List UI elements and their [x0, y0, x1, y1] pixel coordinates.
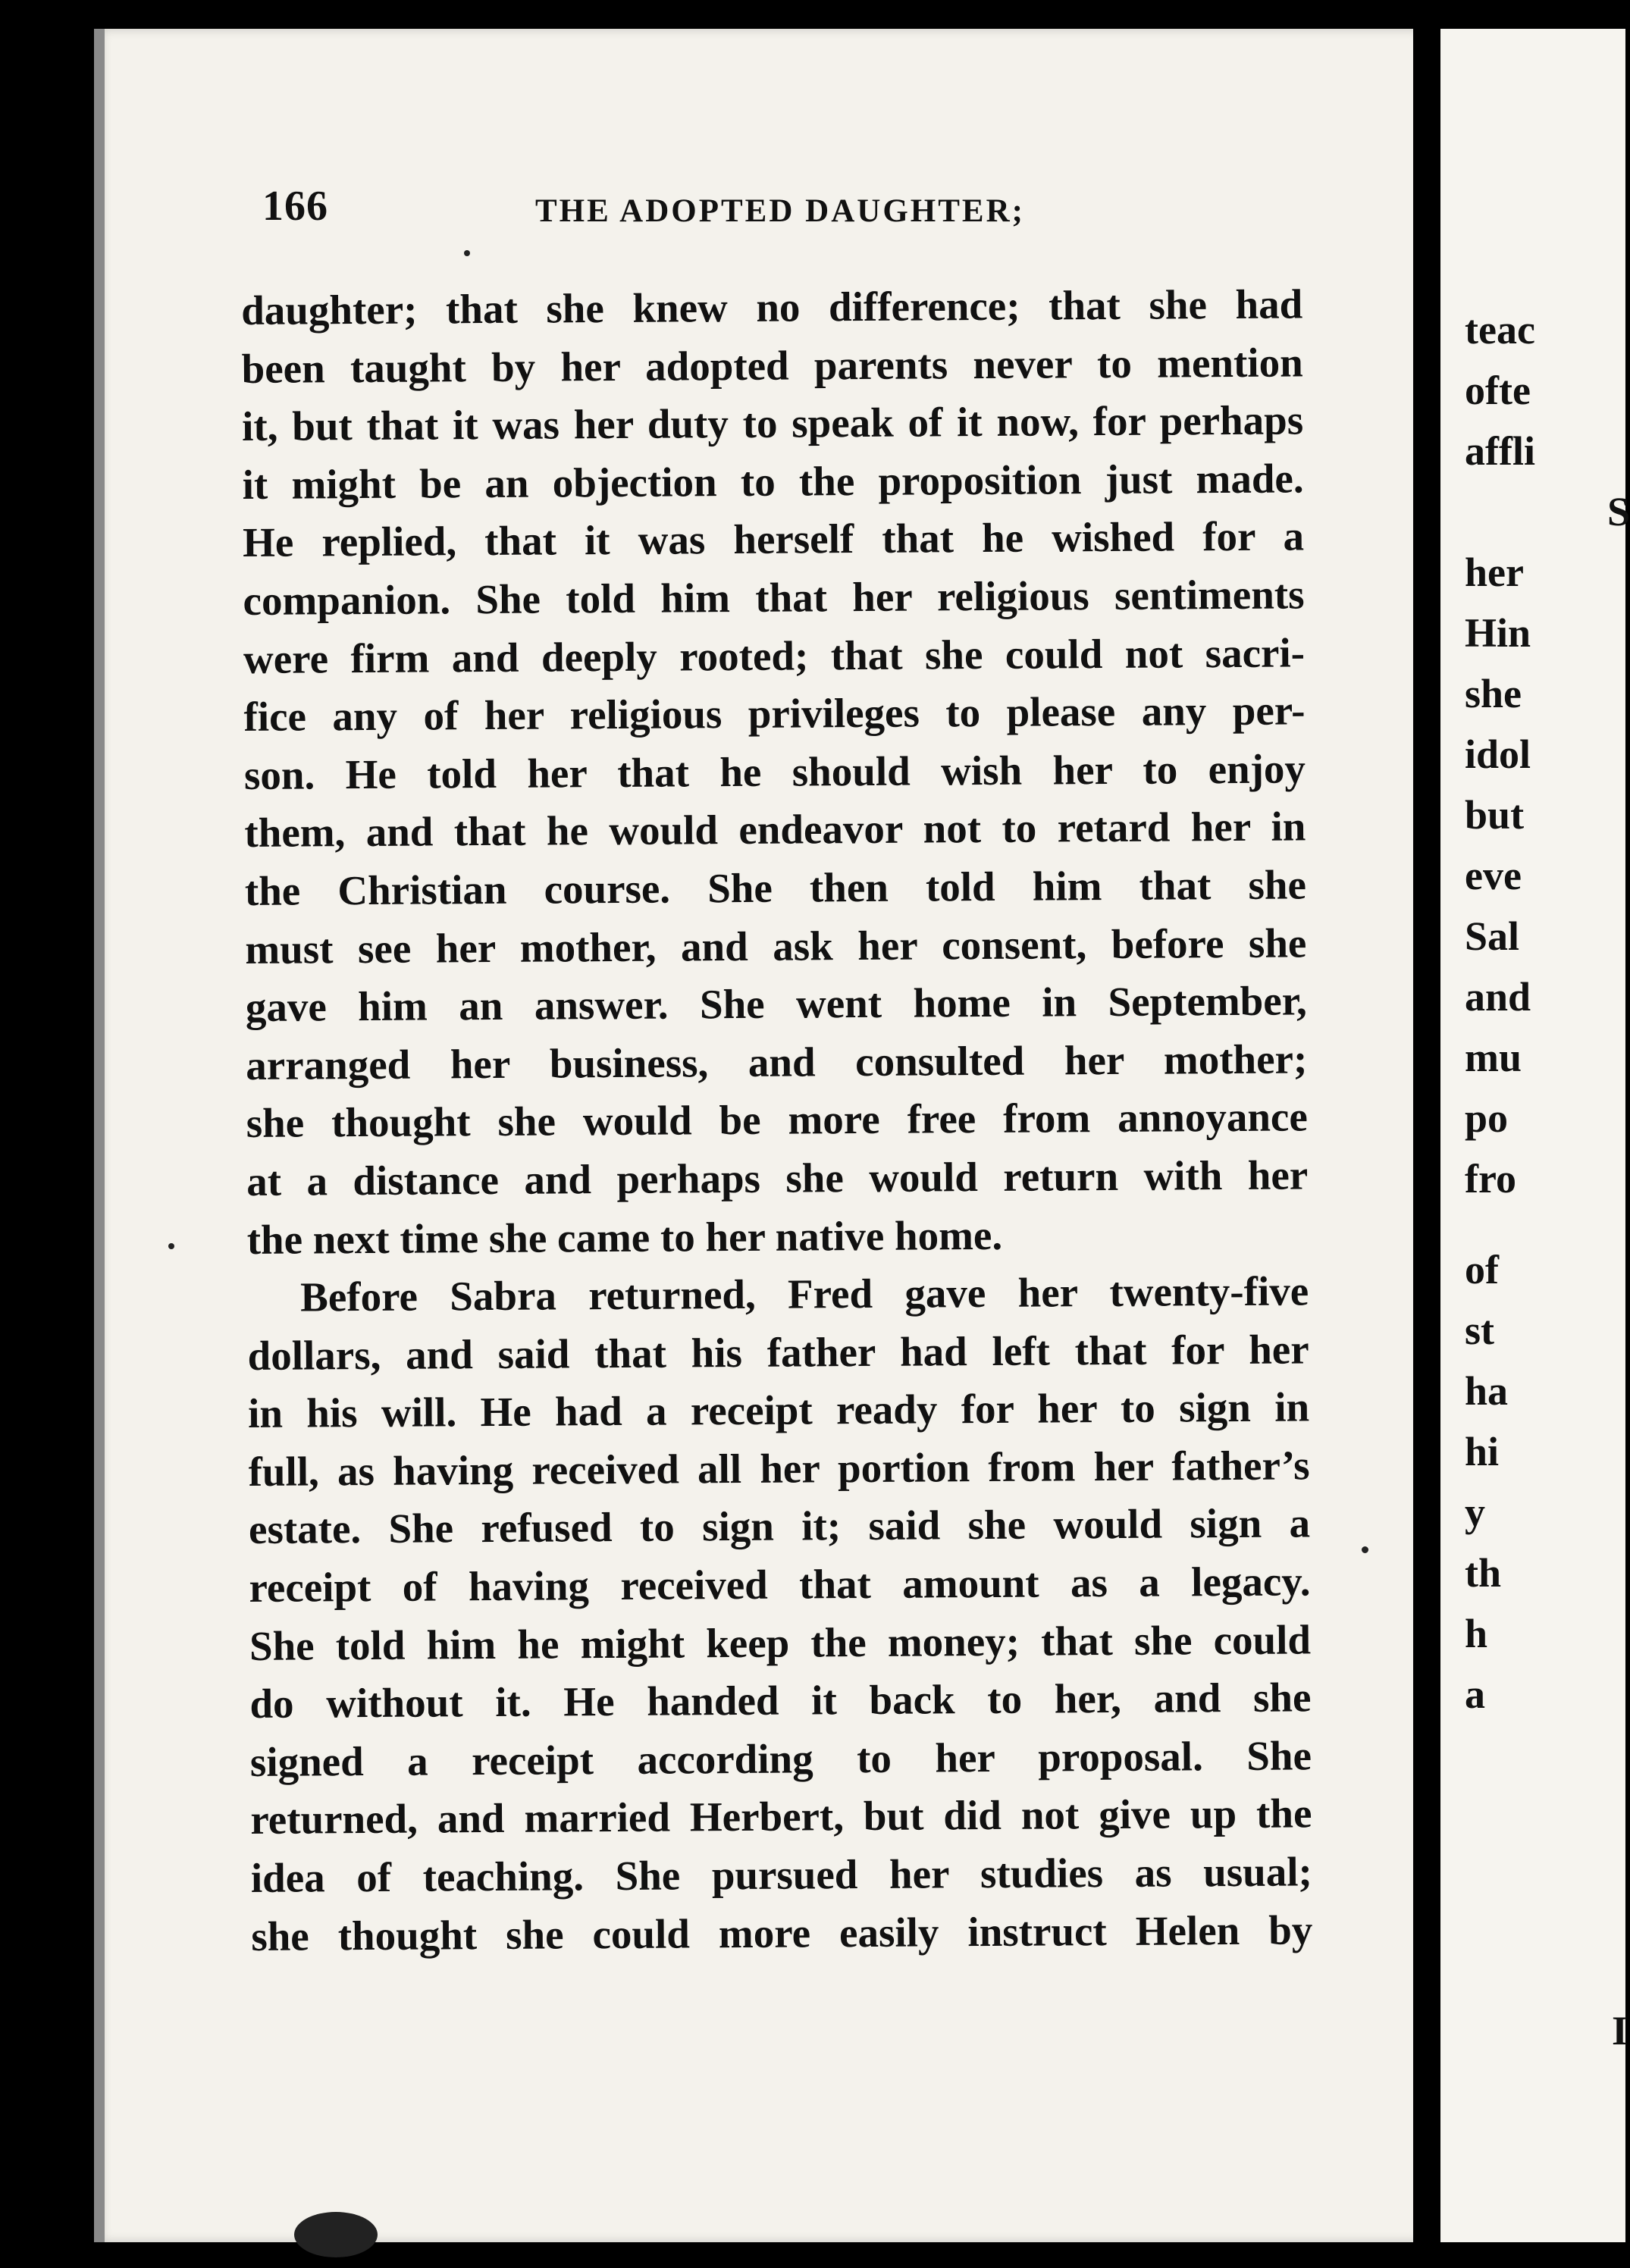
- facing-page-fragment: a: [1465, 1671, 1485, 1717]
- facing-page-fragment: eve: [1465, 853, 1522, 898]
- print-speck: [168, 1243, 174, 1249]
- text-line: fice any of her religious privileges to please any per-: [243, 687, 1306, 741]
- text-line: arranged her business, and consulted her mother;: [246, 1035, 1308, 1089]
- text-line: the Christian course. She then told him that she: [244, 861, 1307, 914]
- facing-page-fragment: st: [1465, 1308, 1494, 1353]
- text-line: returned, and married Herbert, but did not give up the: [250, 1790, 1312, 1844]
- text-line: son. He told her that he should wish her to enjoy: [243, 745, 1306, 798]
- page-edge-shadow: [94, 29, 105, 2242]
- facing-page-fragment: of: [1465, 1247, 1499, 1292]
- text-line: idea of teaching. She pursued her studies as usual;: [250, 1848, 1313, 1901]
- facing-page-fragment: but: [1465, 792, 1525, 838]
- text-line: she thought she could more easily instruct Helen by: [251, 1906, 1313, 1959]
- facing-page-fragment: her: [1465, 550, 1524, 595]
- facing-page-fragment: ofte: [1465, 368, 1531, 413]
- text-line: Before Sabra returned, Fred gave her twenty-five: [299, 1267, 1309, 1320]
- page-header: [171, 182, 1309, 243]
- body-text: [241, 275, 1313, 1966]
- text-line: at a distance and perhaps she would return with her: [246, 1151, 1309, 1204]
- text-line: daughter; that she knew no difference; that she had: [241, 280, 1303, 334]
- text-line: full, as having received all her portion from her father’s: [248, 1442, 1310, 1495]
- text-line: the next time she came to her native home.: [246, 1211, 1003, 1263]
- text-line: in his will. He had a receipt ready for her to sign in: [247, 1383, 1310, 1437]
- text-line: been taught by her adopted parents never to mention: [241, 339, 1303, 392]
- text-line: it, but that it was her duty to speak of it now, for perhaps: [241, 396, 1304, 450]
- text-line: dollars, and said that his father had left that for her: [247, 1326, 1309, 1379]
- facing-page-fragment: and: [1465, 974, 1531, 1020]
- facing-page-fragment: teac: [1465, 307, 1535, 352]
- facing-page-fragment: ha: [1465, 1368, 1509, 1414]
- facing-page-fragment: S: [1607, 489, 1630, 534]
- text-line: receipt of having received that amount as a legacy.: [249, 1558, 1311, 1612]
- text-line: companion. She told him that her religious sentiments: [243, 571, 1305, 624]
- facing-page-fragment: po: [1465, 1095, 1509, 1141]
- text-line: do without it. He handed it back to her, and she: [249, 1674, 1312, 1728]
- page-number: 166: [262, 183, 328, 230]
- facing-page-fragment: affli: [1465, 428, 1535, 474]
- facing-page-fragment: mu: [1465, 1035, 1522, 1080]
- facing-page: [1440, 29, 1630, 2242]
- text-line: she thought she would be more free from annoyance: [246, 1093, 1308, 1147]
- text-line: them, and that he would endeavor not to retard her in: [244, 803, 1306, 857]
- facing-page-fragment: fro: [1465, 1156, 1516, 1201]
- text-line: it might be an objection to the proposition just made.: [242, 455, 1304, 508]
- text-line: signed a receipt according to her proposal. She: [249, 1732, 1312, 1785]
- facing-page-fragment: Sal: [1465, 913, 1520, 959]
- text-line: must see her mother, and ask her consent, before she: [245, 919, 1307, 973]
- facing-page-fragment: h: [1465, 1611, 1488, 1656]
- print-speck: [1362, 1546, 1368, 1553]
- facing-page-fragment: I: [1612, 2008, 1628, 2053]
- text-line: He replied, that it was herself that he wished for a: [242, 512, 1305, 566]
- scan-blot: [294, 2212, 378, 2257]
- facing-page-fragment: y: [1465, 1490, 1485, 1535]
- text-line: estate. She refused to sign it; said she would sign a: [248, 1499, 1311, 1553]
- text-line: were firm and deeply rooted; that she could not sacri-: [243, 629, 1306, 682]
- facing-page-fragment: th: [1465, 1550, 1502, 1596]
- print-speck: [464, 250, 470, 256]
- facing-page-fragment: she: [1465, 671, 1522, 716]
- running-title: THE ADOPTED DAUGHTER;: [535, 193, 1025, 229]
- facing-page-fragment: hi: [1465, 1429, 1500, 1474]
- text-line: gave him an answer. She went home in September,: [245, 977, 1308, 1031]
- facing-page-fragment: Hin: [1465, 610, 1531, 656]
- facing-page-fragment: idol: [1465, 731, 1531, 777]
- text-line: She told him he might keep the money; that she could: [249, 1616, 1312, 1669]
